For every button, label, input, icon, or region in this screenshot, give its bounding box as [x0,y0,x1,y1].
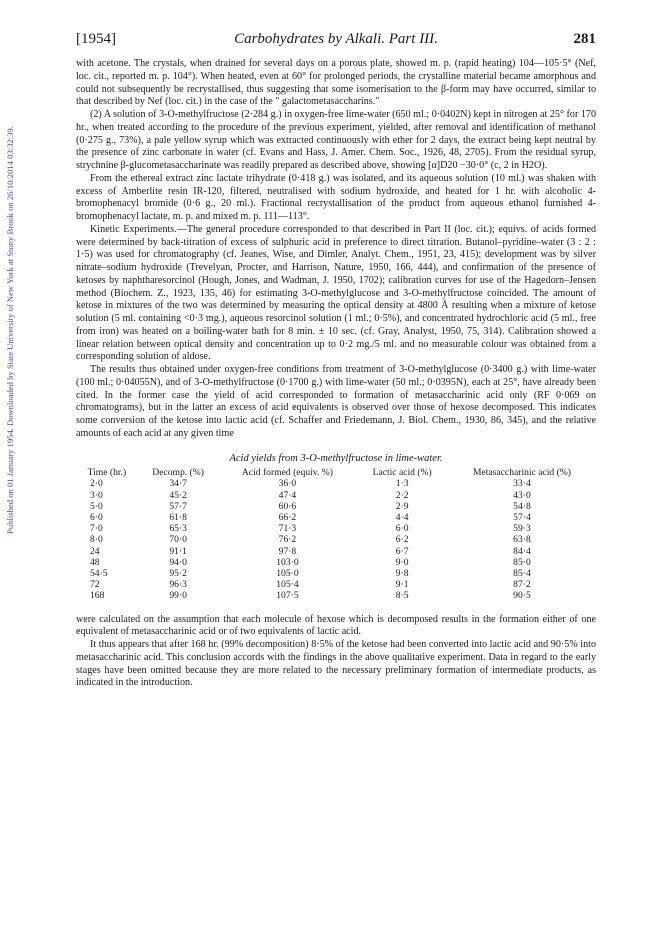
table-title: Acid yields from 3-O-methylfructose in lime-water. [229,452,443,464]
table-cell: 2·2 [395,489,409,501]
table-cell: 60·6 [278,500,297,512]
table-cell: 76·2 [278,534,297,546]
table-cell: 2·0 [90,478,103,490]
table-cell: 48 [90,556,100,568]
table-row [76,546,596,557]
table-cell: 6·7 [395,545,409,557]
download-watermark-text: Published on 01 January 1954. Downloaded by State University of New York at Stony Brook on 26/10/2014 03:32:39. [5,126,15,534]
table-cell: 71·3 [278,523,297,535]
table-row [76,534,596,545]
table-cell: 59·3 [513,523,531,535]
table-row [76,568,596,579]
table-cell: 43·0 [513,489,531,501]
table-cell: 168 [90,590,105,602]
table-cell: 87·2 [513,579,531,591]
table-row [76,557,596,568]
paragraph: (2) A solution of 3-O-methylfructose (2·284 g.) in oxygen-free lime-water (650 ml.; 0·0402N) kept in nitrogen at 25° for 170 hr., when treated according to the procedure of the previous experiment, yielded, after removal and identification of methanol (0·275 g., 73%), a pale yellow syrup which was extracted continuously with ether for 2 days, the extract being kept neutral by the presence of zinc carbonate in water (cf. Evans and Hass, J. Amer. Chem. Soc., 1926, 48, 2705). From the residual syrup, strychnine β-glucometasaccharinate was readily prepared as described above, showing [α]D20 −30·0° (c, 2 in H2O). [76,109,596,171]
column-header: Decomp. (%) [152,467,204,479]
table-cell: 9·0 [395,556,409,568]
table-cell: 9·8 [395,568,409,580]
header-year: [1954] [76,31,116,47]
table-cell: 99·0 [169,590,187,602]
table-cell: 6·0 [90,512,103,524]
paragraph: with acetone. The crystals, when drained for several days on a porous plate, showed m. p. (rapid heating) 104—105·5° (Nef, loc. cit., reported m. p. 104°). When heated, even at 60° for prolonged periods, the crystalline material became amorphous and could not subsequently be recrystallised, thus suggesting that some isomerisation to the β-form may have occurred, similar to that described by Nef (loc. cit.) in the case of the " galactometasaccharins." [76,58,596,108]
table-row [76,501,596,512]
table-cell: 65·3 [169,523,187,535]
table-cell: 7·0 [90,523,103,535]
table-cell: 57·4 [513,512,531,524]
article-body [76,58,596,690]
table-cell: 47·4 [278,489,297,501]
table-cell: 103·0 [276,556,299,568]
paragraph: Kinetic Experiments.—The general procedure corresponded to that described in Part II (loc. cit.); equivs. of acids formed were determined by back-titration of excess of sulphuric acid in preference to direct titration. Butanol–pyridine–water (3 : 2 : 1·5) was used for chromatography (cf. Jeanes, Wise, and Dimler, Analyt. Chem., 1951, 23, 415); development was by silver nitrate–sodium hydroxide (Trevelyan, Procter, and Harrison, Nature, 1950, 166, 444), and confirmation of the presence of ketoses by naphtharesorcinol (Hough, Jones, and Wadman, J. 1950, 1702); calibration curves for use of the Hagedorn–Jensen method (Biochem. Z., 1923, 135, 46) for estimating 3-O-methylglucose and 3-O-methylfructose coincided. The amount of ketose in mixtures of the two was determined by measuring the optical density at 4800 Å resulting when a mixture of ketose solution (5 ml. containing <0·3 mg.), aqueous resorcinol solution (1 ml.; 0·5%), and concentrated hydrochloric acid (5 ml., free from iron) was heated on a boiling-water bath for 8 min. ± 10 sec. (cf. Gray, Analyst, 1950, 75, 314). Calibration showed a linear relation between optical density and concentration up to 0·2 mg./5 ml. and no measurable colour was obtained from a corresponding solution of aldose. [76,223,596,363]
table-cell: 4·4 [395,512,409,524]
table-cell: 91·1 [169,545,187,557]
paragraph: were calculated on the assumption that each molecule of hexose which is decomposed results in the formation either of one equivalent of metasaccharinic acid or of two equivalents of lactic acid. [76,613,596,638]
page-number: 281 [573,31,596,47]
running-header [76,31,596,49]
table-cell: 5·0 [90,500,103,512]
column-header: Time (hr.) [87,467,127,479]
table-cell: 3·0 [90,489,103,501]
table-row [76,523,596,534]
table-cell: 54·5 [90,568,108,580]
table-cell: 24 [90,545,100,557]
table-row [76,490,596,501]
table-cell: 36·0 [278,478,297,490]
table-cell: 57·7 [169,500,187,512]
download-watermark [2,60,18,600]
table-row [76,478,596,489]
table-cell: 105·4 [276,579,299,591]
column-header: Lactic acid (%) [372,467,432,479]
table-cell: 6·2 [395,534,409,546]
table-cell: 63·8 [513,534,531,546]
table-cell: 85·4 [513,568,531,580]
table-row [76,512,596,523]
paragraph: The results thus obtained under oxygen-free conditions from treatment of 3-O-methylglucose (0·3400 g.) with lime-water (100 ml.; 0·04055N), and of 3-O-methylfructose (0·1700 g.) with lime-water (50 ml.; 0·0395N), each at 25°, have already been cited. In the former case the yield of acid corresponded to formation of metasaccharinic acid only (RF 0·069 on chromatograms), but in the latter an excess of acid equivalents is observed over those of hexose decomposed. This indicates some conversion of the ketose into lactic acid (cf. Schaffer and Friedemann, J. Biol. Chem., 1930, 86, 345), and the relative amounts of each acid at any given time [76,364,596,439]
table-cell: 8·5 [395,590,409,602]
table-cell: 90·5 [513,590,531,602]
table-cell: 105·0 [276,568,299,580]
column-header: Metasaccharinic acid (%) [472,467,571,479]
table-cell: 54·8 [513,500,531,512]
header-title: Carbohydrates by Alkali. Part III. [234,31,438,47]
table-cell: 34·7 [169,478,187,490]
table-cell: 96·3 [169,579,187,591]
table-cell: 72 [90,579,100,591]
table-cell: 95·2 [169,568,187,580]
table-cell: 70·0 [169,534,187,546]
acid-yields-table-block [76,453,596,602]
table-cell: 9·1 [395,579,409,591]
table-cell: 33·4 [513,478,531,490]
table-cell: 6·0 [395,523,409,535]
column-header: Acid formed (equiv. %) [241,467,333,479]
table-row [76,579,596,590]
table-body [76,478,596,601]
table-cell: 107·5 [276,590,299,602]
table-cell: 2·9 [395,500,409,512]
table-header-row [76,467,596,478]
table-cell: 94·0 [169,556,187,568]
acid-yields-table [76,467,596,601]
paragraph: From the ethereal extract zinc lactate trihydrate (0·418 g.) was isolated, and its aqueous solution (10 ml.) was shaken with excess of Amberlite resin IR-120, filtered, neutralised with sodium hydroxide, and heated for 1 hr. with alcoholic 4-bromophenacyl bromide (0·6 g., 20 ml.). Fractional recrystallisation of the product from aqueous ethanol furnished 4-bromophenacyl lactate, m. p. and mixed m. p. 111—113°. [76,172,596,222]
table-cell: 61·8 [169,512,187,524]
table-row [76,590,596,601]
table-cell: 84·4 [513,545,531,557]
table-cell: 1·3 [395,478,409,490]
paragraph: It thus appears that after 168 hr. (99% decomposition) 8·5% of the ketose had been converted into lactic acid and 90·5% into metasaccharinic acid. This conclusion accords with the findings in the above qualitative experiment. Data in regard to the early stages have been omitted because they are more related to the necessary preliminary formation of intermediate products, as indicated in the introduction. [76,639,596,689]
table-cell: 66·2 [278,512,297,524]
table-cell: 85·0 [513,556,531,568]
table-cell: 8·0 [90,534,103,546]
table-cell: 97·8 [278,545,297,557]
table-cell: 45·2 [169,489,187,501]
